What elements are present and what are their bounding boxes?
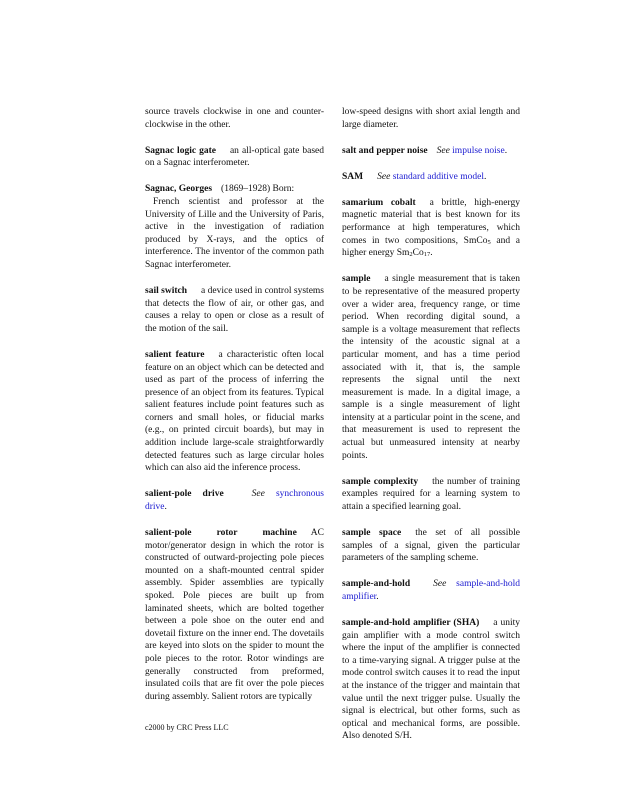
cross-reference-link[interactable]: sample-and-hold amplifier bbox=[342, 579, 520, 602]
entry-sample-and-hold-amplifier bbox=[342, 617, 520, 743]
entry-continuation bbox=[145, 106, 324, 131]
entry-sample bbox=[342, 273, 520, 462]
entry-sail-switch bbox=[145, 285, 324, 335]
definition-text: and a higher energy Sm bbox=[342, 235, 521, 259]
punctuation: . bbox=[483, 171, 487, 182]
entry-term: sample-and-hold amplifier (SHA) bbox=[342, 618, 480, 628]
entry-sam bbox=[342, 171, 520, 184]
entry-salient-pole-drive bbox=[145, 488, 324, 513]
definition-text: a device used in control systems that detects the flow of air, or other gas, and causes a relay to open or close as a result of the motion of the sail. bbox=[145, 286, 324, 334]
punctuation: . bbox=[430, 248, 433, 259]
definition-text: source travels clockwise in one and counter-clockwise in the other. bbox=[145, 107, 324, 130]
entry-term: salt and pepper noise bbox=[342, 145, 428, 156]
entry-sample-and-hold bbox=[342, 578, 520, 603]
definition-text: a brittle, high-energy magnetic material that is best known for its performance at high temperatures, which comes in two compositions, SmCo bbox=[342, 197, 520, 246]
entry-salient-feature bbox=[145, 349, 324, 475]
entry-term: salient-pole rotor machine bbox=[145, 528, 297, 539]
definition-text: the number of training examples required for a learning system to attain a specified learning goal. bbox=[342, 476, 520, 512]
definition-text: AC motor/generator design in which the rotor is constructed of outward-projecting pole pieces mounted on a shaft-mounted central spider assembly. Spider assemblies are typically spoked. Pole pieces are built up from laminated sheets, which are bolted together between a pole shoe on the outer end and dovetail fixture on the inner end. The dovetails are keyed into slots on the spider to mount the pole pieces to the rotor. Rotor windings are generally constructed from preformed, insulated coils that are fit over the pole pieces during assembly. Salient rotors are typically bbox=[145, 528, 324, 702]
definition-text: an all-optical gate based on a Sagnac interferometer. bbox=[145, 145, 324, 169]
entry-term: salient feature bbox=[145, 349, 205, 360]
definition-text: the set of all possible samples of a signal, given the particular parameters of the sampling scheme. bbox=[342, 528, 520, 564]
definition-text: a characteristic often local feature on an object which can be detected and used as part of the process of inferring the presence of an object from its features. Typical salient features include point features such as corners and small holes, or fiducial marks (e.g., on printed circuit boards), but may in addition include large-scale straightforwardly detected features such as large circular holes which can also aid the inference process. bbox=[145, 349, 324, 474]
entry-term: sample space bbox=[342, 528, 402, 539]
see-label: See bbox=[377, 171, 391, 182]
see-label: See bbox=[251, 489, 265, 500]
left-column bbox=[145, 106, 324, 717]
entry-term: Sagnac, Georges bbox=[145, 184, 213, 195]
entry-sample-complexity bbox=[342, 476, 520, 514]
entry-term: sail switch bbox=[145, 286, 188, 297]
subscript: 17 bbox=[423, 251, 431, 259]
see-label: See bbox=[436, 145, 450, 156]
entry-term: sample complexity bbox=[342, 476, 419, 487]
entry-term: sample bbox=[342, 274, 371, 285]
punctuation: . bbox=[504, 145, 508, 156]
entry-term: sample-and-hold bbox=[342, 579, 411, 590]
cross-reference-link[interactable]: synchronous drive bbox=[145, 489, 324, 512]
definition-text: low-speed designs with short axial length and large diameter. bbox=[342, 107, 520, 130]
entry-sagnac-logic-gate bbox=[145, 145, 324, 170]
subscript: 2 bbox=[409, 251, 413, 259]
entry-continuation bbox=[342, 106, 520, 131]
entry-term: samarium cobalt bbox=[342, 197, 416, 208]
definition-text: a unity gain amplifier with a mode control switch where the input of the amplifier is connected to a time-varying signal. A trigger pulse at the mode control switch causes it to read the input at the instance of the trigger and maintain that value until the next trigger pulse. Usually the signal is electrical, but other forms, such as optical and mechanical forms, are possible. Also denoted S/H. bbox=[342, 618, 520, 742]
cross-reference-link[interactable]: impulse noise bbox=[452, 145, 505, 156]
entry-term: SAM bbox=[342, 171, 364, 182]
definition-text: French scientist and professor at the University of Lille and the University of Paris, active in the investigation of radiation produced by X-rays, and the optics of interference. The inventor of the common path Sagnac interferometer. bbox=[145, 196, 324, 270]
punctuation: . bbox=[376, 591, 379, 602]
entry-salt-and-pepper-noise bbox=[342, 145, 520, 158]
subscript: 5 bbox=[487, 238, 491, 246]
definition-text: Co bbox=[412, 248, 424, 259]
entry-salient-pole-rotor-machine bbox=[145, 527, 324, 703]
entry-samarium-cobalt bbox=[342, 197, 520, 260]
cross-reference-link[interactable]: standard additive model bbox=[392, 171, 484, 182]
right-column bbox=[342, 106, 520, 756]
entry-term: Sagnac logic gate bbox=[145, 145, 216, 156]
see-label: See bbox=[433, 579, 447, 590]
entry-term: salient-pole drive bbox=[145, 489, 224, 500]
entry-sagnac-georges bbox=[145, 183, 324, 271]
entry-dates: (1869–1928) Born: bbox=[221, 184, 295, 195]
entry-sample-space bbox=[342, 527, 520, 565]
copyright-footer: c2000 by CRC Press LLC bbox=[145, 723, 229, 732]
punctuation: . bbox=[164, 501, 167, 512]
definition-text: a single measurement that is taken to be representative of the measured property over a wider area, frequency range, or time period. When recording digital sound, a sample is a voltage measurement that reflects the intensity of the acoustic signal at a particular moment, and has a time period associated with it, that is, the sample represents the signal until the next measurement is made. In a digital image, a sample is a single measurement of light intensity at a particular point in the scene, and that measurement is used to represent the actual but unmeasured intensity at nearby points. bbox=[342, 274, 520, 461]
